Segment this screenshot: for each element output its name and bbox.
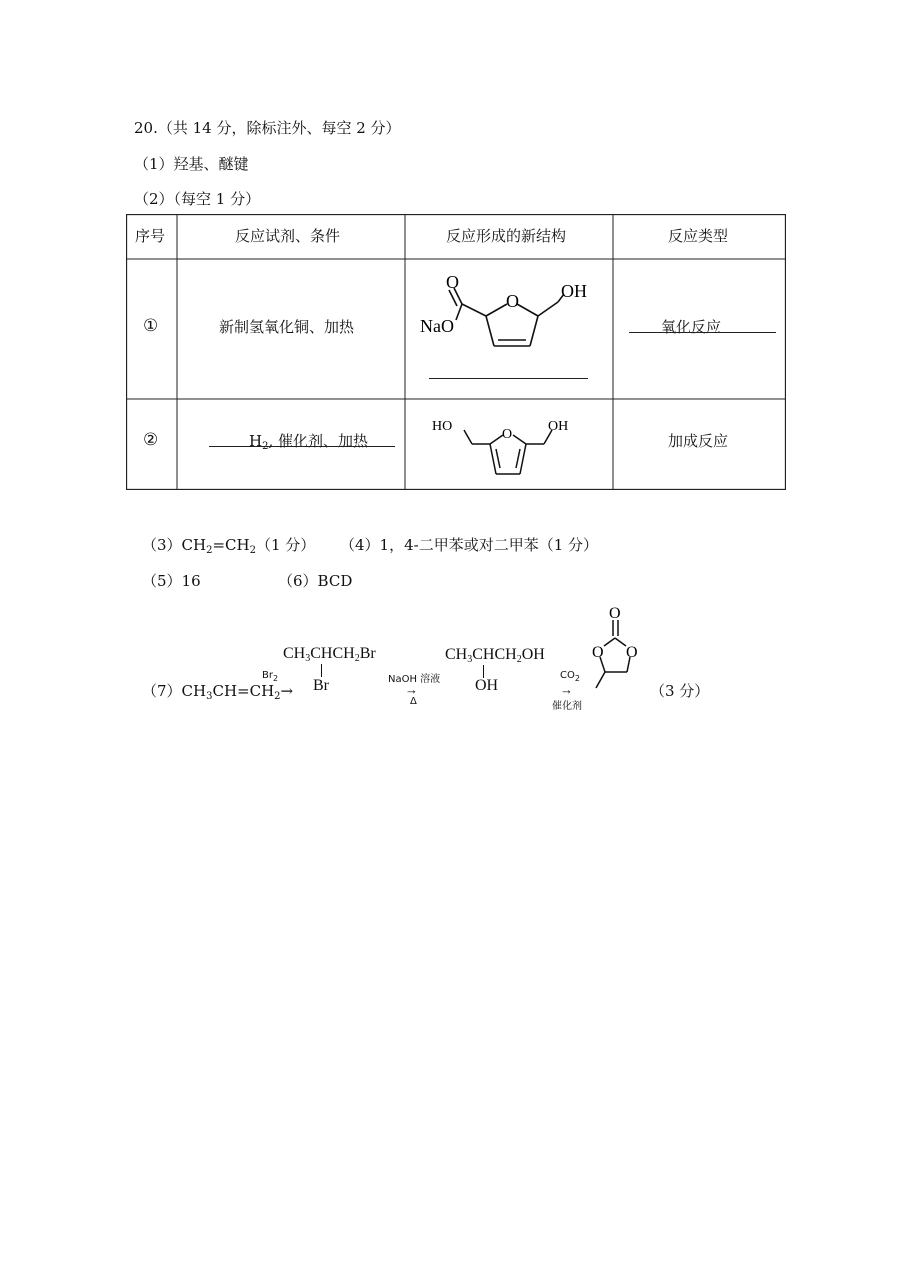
structure-2-oh-label: OH bbox=[548, 419, 569, 434]
answer-7-score: （3 分） bbox=[650, 682, 710, 700]
row2-reagent-h: H bbox=[249, 432, 263, 450]
answer-3-sub2: 2 bbox=[249, 545, 256, 556]
answer-4: （4）1，4-二甲苯或对二甲苯（1 分） bbox=[340, 536, 599, 554]
structure-1-oh-label: OH bbox=[561, 281, 587, 301]
structure-2-ring-o: O bbox=[502, 427, 513, 442]
arrow1-reagent-text: Br bbox=[262, 670, 273, 681]
structure-1-carboxylate-furan bbox=[416, 272, 616, 392]
answer-5: （5）16 bbox=[142, 572, 201, 590]
arrow3-reagent-text: CO bbox=[560, 670, 575, 681]
answer-3 bbox=[142, 534, 315, 556]
header-index: 序号 bbox=[135, 227, 166, 245]
row1-reagent: 新制氢氧化铜、加热 bbox=[219, 318, 355, 336]
arrow2-glyph: → bbox=[405, 682, 418, 697]
row2-reagent bbox=[249, 430, 368, 452]
int2-mid: CHCH bbox=[472, 646, 517, 663]
answer-3-pre: （3）CH bbox=[142, 536, 207, 554]
header-type: 反应类型 bbox=[668, 227, 729, 245]
int1-sub2: 2 bbox=[354, 653, 360, 664]
int1-post: Br bbox=[359, 645, 376, 662]
arrow1-reagent bbox=[262, 670, 278, 683]
int2-post: OH bbox=[521, 646, 545, 663]
product-ring-o-left: O bbox=[592, 644, 604, 661]
arrow1-reagent-sub: 2 bbox=[272, 674, 279, 683]
row2-reagent-underline bbox=[209, 446, 395, 447]
intermediate-2 bbox=[445, 646, 545, 665]
row1-index: ① bbox=[143, 316, 159, 336]
structure-1-ring-o: O bbox=[506, 291, 519, 311]
product-carbonyl-o: O bbox=[609, 605, 621, 622]
answer-7-start bbox=[142, 680, 293, 702]
answer-1: （1）羟基、醚键 bbox=[134, 155, 249, 173]
product-cyclic-carbonate bbox=[582, 600, 652, 710]
int2-pre: CH bbox=[445, 646, 468, 663]
row1-type-underline bbox=[629, 332, 776, 333]
int1-mid: CHCH bbox=[310, 645, 355, 662]
intermediate-1-bond bbox=[321, 664, 322, 677]
row2-type: 加成反应 bbox=[668, 432, 729, 450]
structure-1-carbonyl-o: O bbox=[446, 272, 459, 292]
int1-pre: CH bbox=[283, 645, 306, 662]
header-structure: 反应形成的新结构 bbox=[446, 227, 567, 245]
reaction-table bbox=[126, 214, 786, 490]
p7-mid: CH=CH bbox=[212, 682, 275, 700]
structure-2-ho-label: HO bbox=[432, 419, 453, 434]
row2-index: ② bbox=[143, 430, 159, 450]
header-reagent: 反应试剂、条件 bbox=[235, 227, 341, 245]
arrow3-glyph: → bbox=[560, 682, 573, 697]
int2-sub2: 2 bbox=[516, 654, 522, 665]
row2-reagent-h-sub: 2 bbox=[262, 441, 269, 452]
row1-type: 氧化反应 bbox=[661, 318, 722, 336]
product-ring-o-right: O bbox=[626, 644, 638, 661]
int2-sub3: 3 bbox=[467, 654, 473, 665]
p7-sub3: 3 bbox=[206, 691, 213, 702]
intermediate-1-br: Br bbox=[313, 677, 329, 694]
p7-label: （7）CH bbox=[142, 682, 207, 700]
arrow3-condition: 催化剂 bbox=[552, 701, 582, 712]
intermediate-2-oh: OH bbox=[475, 677, 499, 694]
question-header: 20.（共 14 分，除标注外、每空 2 分） bbox=[134, 119, 401, 137]
arrow3-reagent-sub: 2 bbox=[574, 674, 580, 683]
p7-sub2: 2 bbox=[274, 691, 281, 702]
row2-reagent-rest: , 催化剂、加热 bbox=[268, 432, 369, 450]
answer-3-post: （1 分） bbox=[256, 536, 316, 554]
answer-3-mid: =CH bbox=[212, 536, 250, 554]
answer-3-sub1: 2 bbox=[206, 545, 213, 556]
structure-2-diol-furan bbox=[416, 402, 616, 488]
int1-sub3: 3 bbox=[305, 653, 311, 664]
arrow2-condition: Δ bbox=[410, 696, 417, 707]
p7-arrow-1: → bbox=[280, 682, 294, 700]
intermediate-1 bbox=[283, 645, 376, 664]
answer-2-label: （2）（每空 1 分） bbox=[134, 190, 261, 208]
answer-6: （6）BCD bbox=[278, 572, 353, 590]
structure-1-na-label: NaO bbox=[420, 316, 454, 336]
arrow2-reagent: NaOH 溶液 bbox=[388, 674, 441, 685]
